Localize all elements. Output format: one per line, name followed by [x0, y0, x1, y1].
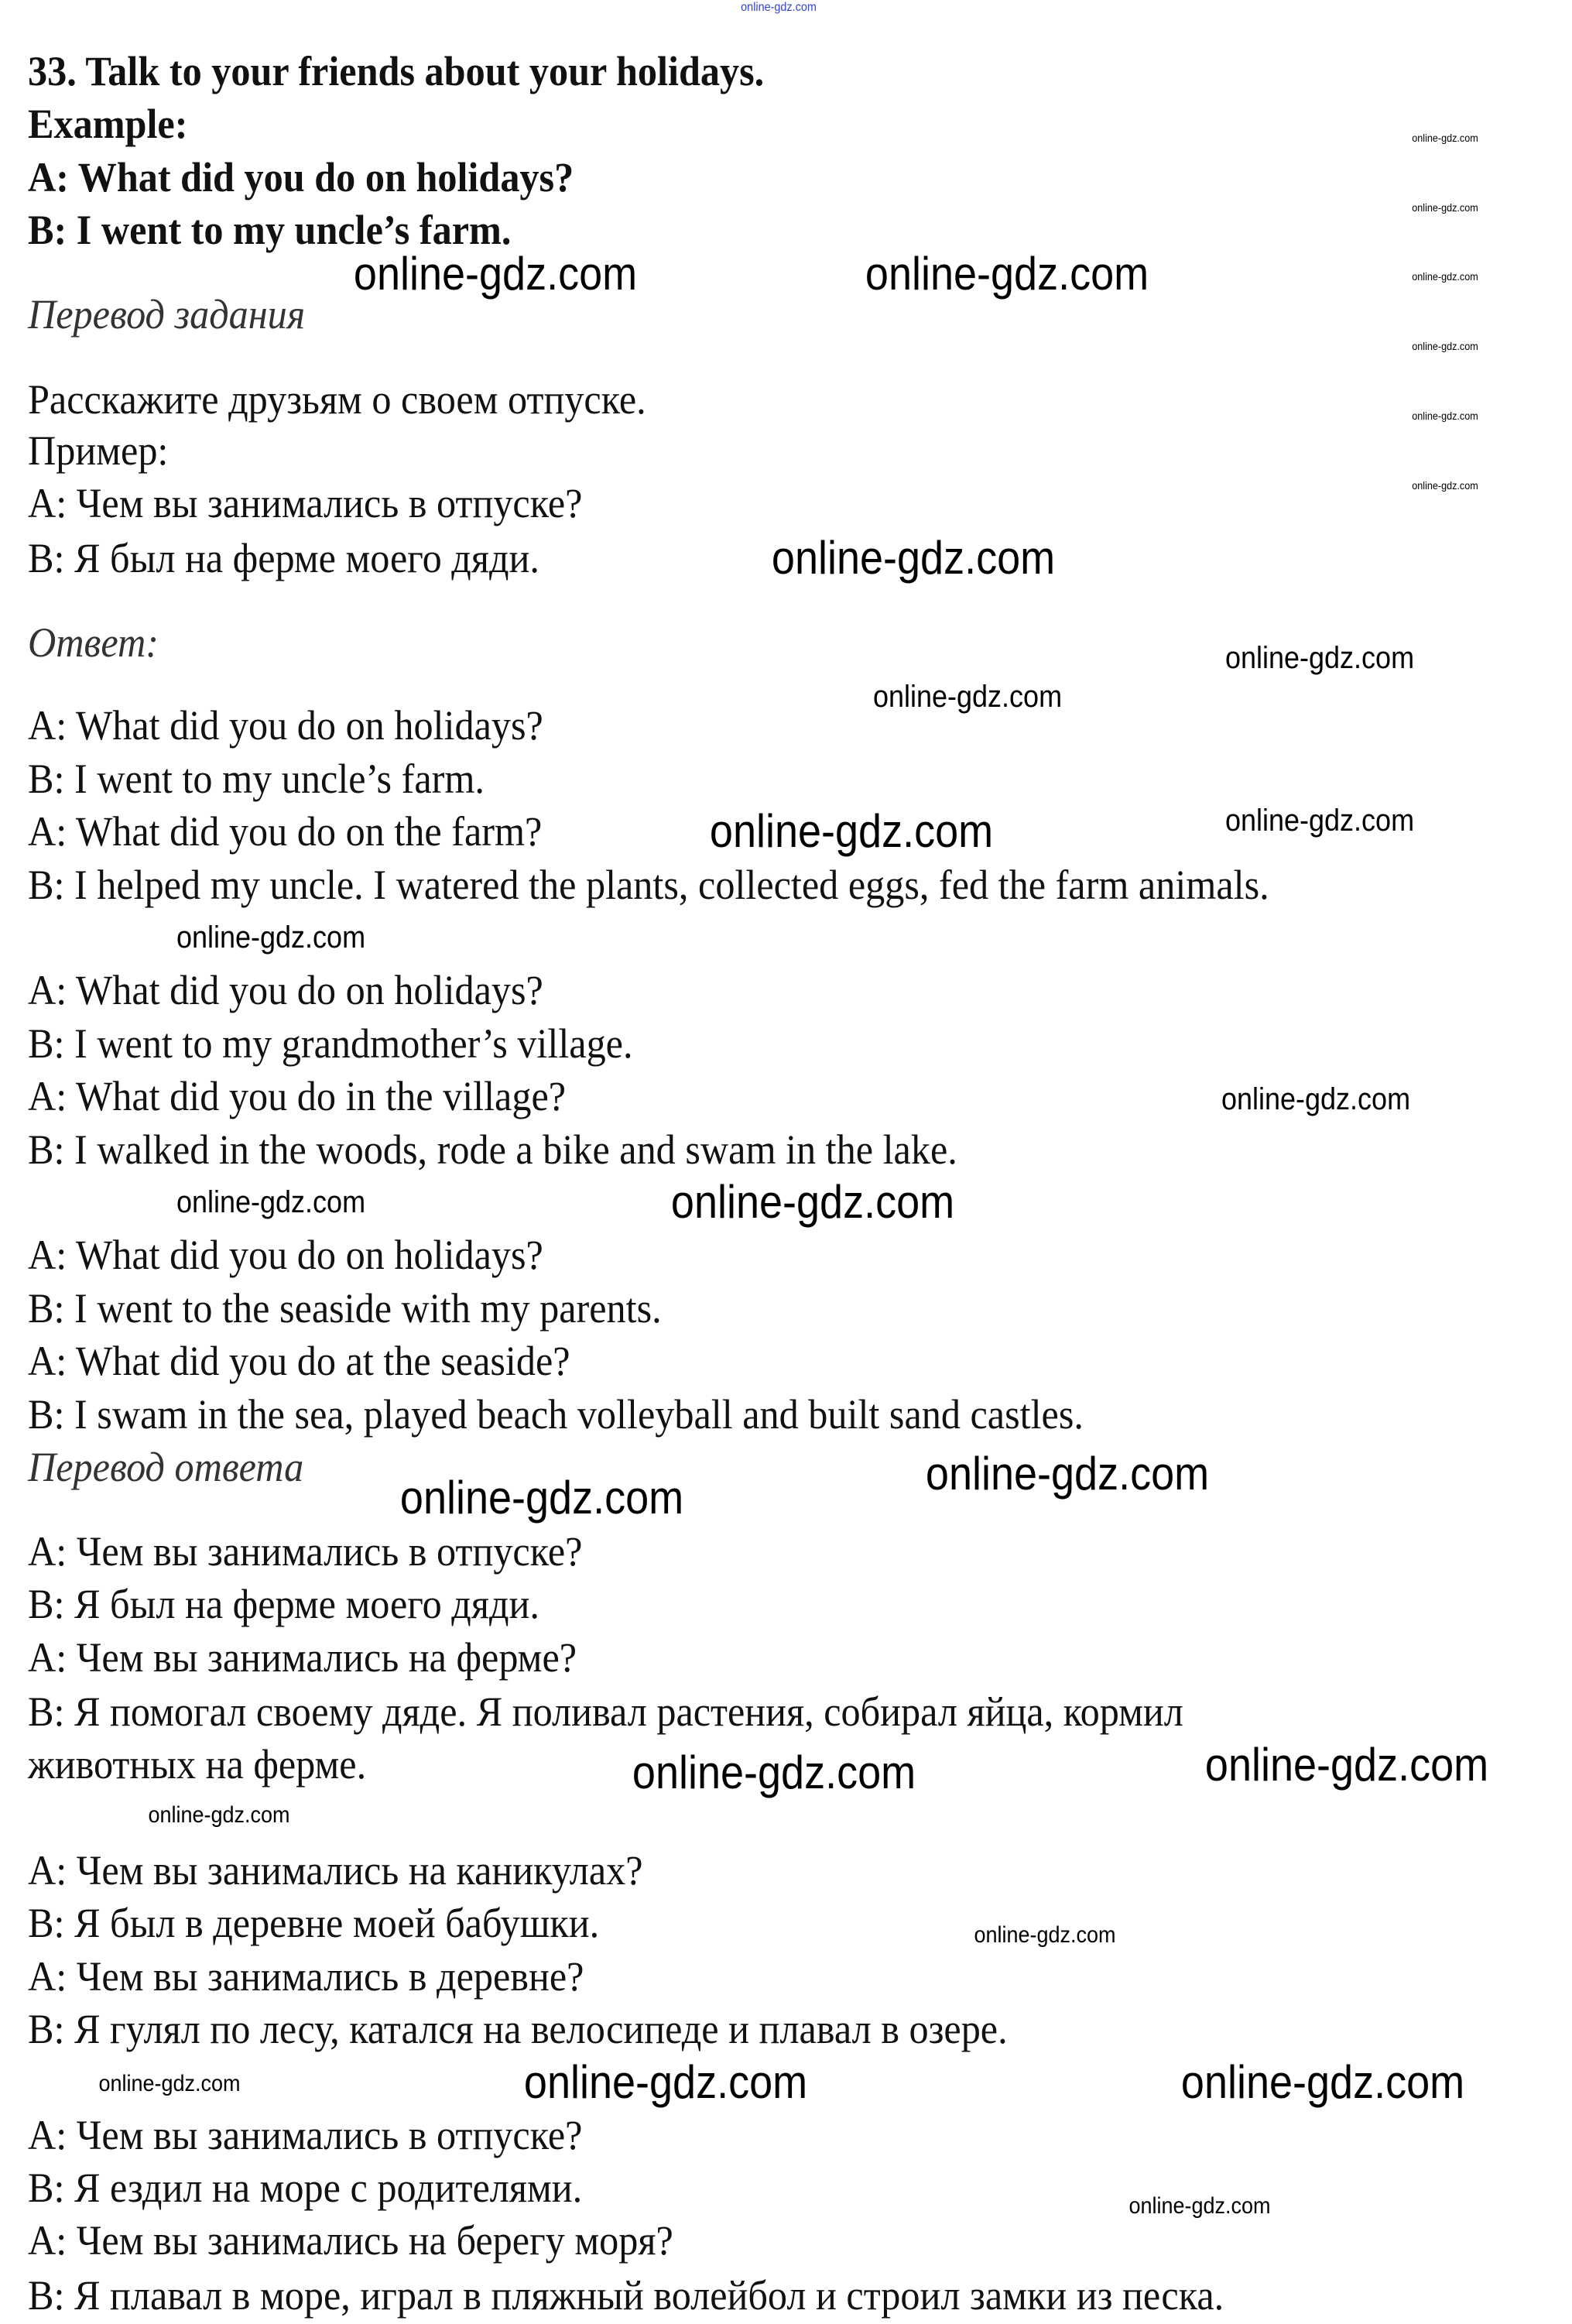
watermark: online-gdz.com: [1224, 641, 1415, 675]
watermark: online-gdz.com: [1412, 479, 1478, 492]
example-label: Example:: [28, 101, 188, 147]
task-translation-line-b: B: Я был на ферме моего дяди.: [28, 535, 539, 581]
task-translation-heading: Перевод задания: [28, 291, 306, 338]
watermark: online-gdz.com: [1412, 201, 1478, 214]
watermark: online-gdz.com: [709, 805, 994, 857]
watermark: online-gdz.com: [1412, 340, 1478, 352]
task-translation-example-label: Пример:: [28, 427, 169, 474]
watermark: online-gdz.com: [1221, 1082, 1411, 1116]
watermark: online-gdz.com: [353, 248, 638, 300]
translation-line: животных на ферме.: [28, 1741, 367, 1788]
watermark: online-gdz.com: [98, 2071, 241, 2096]
translation-line: B: Я плавал в море, играл в пляжный волейбол и строил замки из песка.: [28, 2272, 1224, 2319]
watermark: online-gdz.com: [523, 2056, 808, 2108]
translation-line: B: Я был на ферме моего дяди.: [28, 1581, 539, 1627]
task-translation-text: Расскажите друзьям о своем отпуске.: [28, 376, 646, 423]
watermark: online-gdz.com: [670, 1176, 955, 1228]
answer-translation-heading: Перевод ответа: [28, 1444, 304, 1490]
watermark: online-gdz.com: [974, 1922, 1116, 1948]
watermark: online-gdz.com: [176, 1185, 366, 1219]
translation-line: B: Я помогал своему дяде. Я поливал растения, собирал яйца, кормил: [28, 1688, 1183, 1735]
watermark: online-gdz.com: [148, 1802, 290, 1828]
watermark: online-gdz.com: [632, 1746, 916, 1798]
translation-line: А: Чем вы занимались в отпуске?: [28, 1528, 583, 1575]
watermark: online-gdz.com: [872, 680, 1063, 714]
watermark: online-gdz.com: [865, 248, 1149, 300]
watermark: online-gdz.com: [1412, 410, 1478, 422]
answer-line: A: What did you do on the farm?: [28, 808, 543, 855]
answer-line: B: I helped my uncle. I watered the plants, collected eggs, fed the farm animals.: [28, 862, 1269, 908]
translation-line: А: Чем вы занимались в деревне?: [28, 1953, 584, 2000]
watermark: online-gdz.com: [925, 1448, 1210, 1500]
translation-line: А: Чем вы занимались на берегу моря?: [28, 2217, 673, 2264]
watermark: online-gdz.com: [1204, 1739, 1489, 1791]
answer-line: B: I went to my uncle’s farm.: [28, 756, 485, 802]
watermark: online-gdz.com: [1412, 270, 1478, 283]
watermark: online-gdz.com: [741, 1, 817, 14]
task-title: 33. Talk to your friends about your holidays.: [28, 48, 765, 94]
translation-line: B: Я ездил на море с родителями.: [28, 2165, 583, 2211]
translation-line: B: Я гулял по лесу, катался на велосипеде и плавал в озере.: [28, 2006, 1008, 2052]
watermark: online-gdz.com: [1224, 804, 1415, 838]
answer-line: B: I walked in the woods, rode a bike and swam in the lake.: [28, 1126, 957, 1173]
watermark: online-gdz.com: [1412, 132, 1478, 144]
answer-line: B: I went to my grandmother’s village.: [28, 1020, 633, 1067]
answer-line: A: What did you do in the village?: [28, 1073, 567, 1119]
answer-line: A: What did you do at the seaside?: [28, 1338, 570, 1384]
translation-line: А: Чем вы занимались в отпуске?: [28, 2112, 583, 2158]
example-line-a: A: What did you do on holidays?: [28, 154, 574, 201]
watermark: online-gdz.com: [1128, 2193, 1271, 2219]
answer-line: A: What did you do on holidays?: [28, 1232, 543, 1278]
task-translation-line-a: А: Чем вы занимались в отпуске?: [28, 480, 583, 526]
answer-line: B: I swam in the sea, played beach volleyball and built sand castles.: [28, 1391, 1084, 1438]
example-line-b: B: I went to my uncle’s farm.: [28, 207, 512, 253]
watermark: online-gdz.com: [399, 1472, 684, 1524]
translation-line: B: Я был в деревне моей бабушки.: [28, 1900, 600, 1946]
watermark: online-gdz.com: [771, 532, 1056, 584]
translation-line: А: Чем вы занимались на ферме?: [28, 1634, 577, 1681]
answer-heading: Ответ:: [28, 619, 159, 666]
watermark: online-gdz.com: [1180, 2056, 1465, 2108]
answer-line: A: What did you do on holidays?: [28, 702, 543, 749]
answer-line: A: What did you do on holidays?: [28, 967, 543, 1013]
answer-line: B: I went to the seaside with my parents.: [28, 1285, 662, 1332]
translation-line: А: Чем вы занимались на каникулах?: [28, 1847, 643, 1894]
watermark: online-gdz.com: [176, 920, 366, 955]
